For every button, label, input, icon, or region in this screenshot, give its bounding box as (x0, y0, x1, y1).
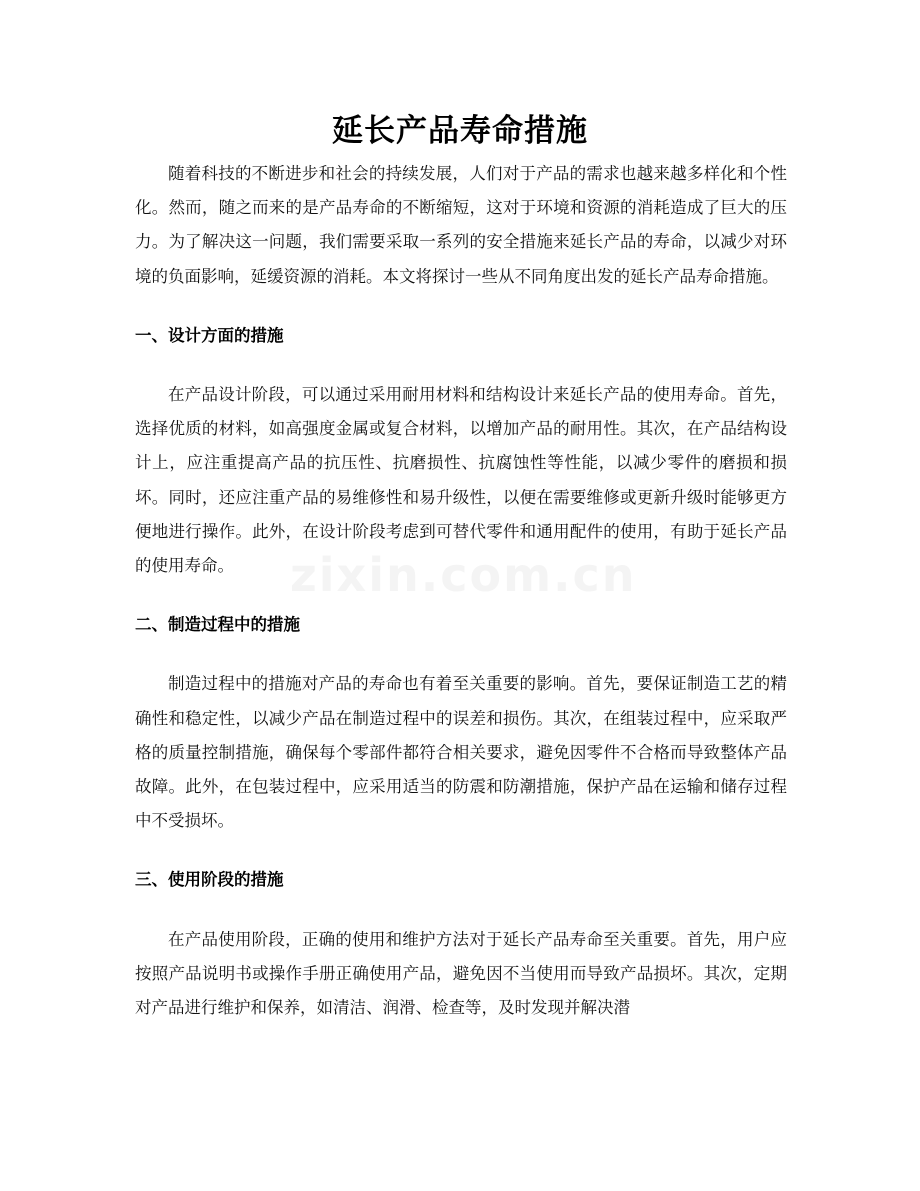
section-heading-usage: 三、使用阶段的措施 (135, 870, 284, 890)
section-paragraph-design: 在产品设计阶段，可以通过采用耐用材料和结构设计来延长产品的使用寿命。首先，选择优质的材料，如高强度金属或复合材料，以增加产品的耐用性。其次，在产品结构设计上，应注重提高产品的抗压性、抗磨损性、抗腐蚀性等性能，以减少零件的磨损和损坏。同时，还应注重产品的易维修性和易升级性，以便在需要维修或更新升级时能够更方便地进行操作。此外，在设计阶段考虑到可替代零件和通用配件的使用，有助于延长产品的使用寿命。 (135, 385, 787, 576)
section-heading-design: 一、设计方面的措施 (135, 325, 284, 345)
watermark: zixin.com.cn (290, 548, 637, 602)
document-title: 延长产品寿命措施 (332, 113, 588, 149)
intro-paragraph: 随着科技的不断进步和社会的持续发展，人们对于产品的需求也越来越多样化和个性化。然而，随之而来的是产品寿命的不断缩短，这对于环境和资源的消耗造成了巨大的压力。为了解决这一问题，我们需要采取一系列的安全措施来延长产品的寿命，以减少对环境的负面影响，延缓资源的消耗。本文将探讨一些从不同角度出发的延长产品寿命措施。 (135, 164, 787, 286)
document-body (135, 157, 787, 1025)
section-heading-manufacturing: 二、制造过程中的措施 (135, 615, 300, 635)
section-paragraph-manufacturing: 制造过程中的措施对产品的寿命也有着至关重要的影响。首先，要保证制造工艺的精确性和稳定性，以减少产品在制造过程中的误差和损伤。其次，在组装过程中，应采取严格的质量控制措施，确保每个零部件都符合相关要求，避免因零件不合格而导致整体产品故障。此外，在包装过程中，应采用适当的防震和防潮措施，保护产品在运输和储存过程中不受损坏。 (135, 674, 787, 831)
section-paragraph-usage: 在产品使用阶段，正确的使用和维护方法对于延长产品寿命至关重要。首先，用户应按照产品说明书或操作手册正确使用产品，避免因不当使用而导致产品损坏。其次，定期对产品进行维护和保养，如清洁、润滑、检查等，及时发现并解决潜 (135, 929, 787, 1018)
